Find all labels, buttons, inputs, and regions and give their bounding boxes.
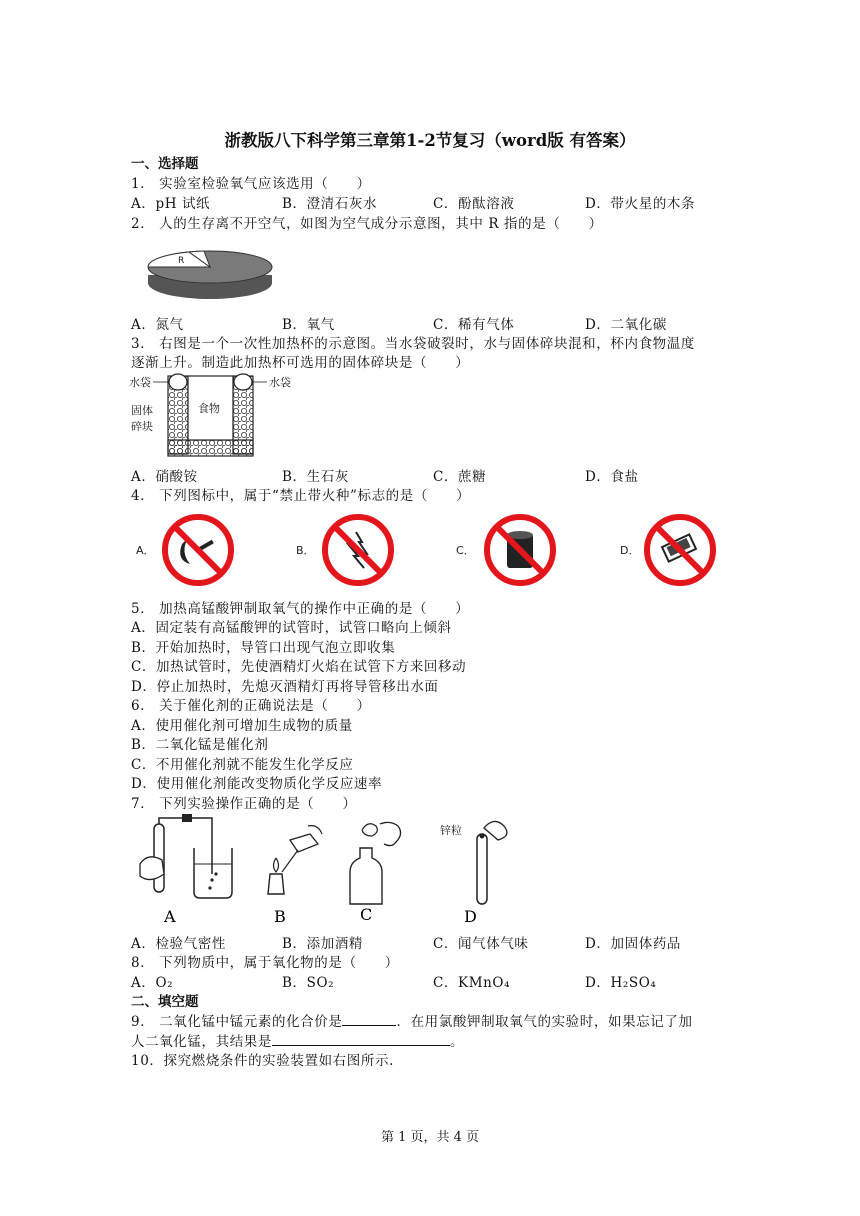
q9-line1 bbox=[131, 1010, 693, 1030]
figure-d-label: 锌粒 bbox=[440, 824, 462, 837]
q6-option-c: C．不用催化剂就不能发生化学反应 bbox=[131, 757, 354, 773]
q1-stem: 1． 实验室检验氧气应该选用（ ） bbox=[131, 176, 371, 192]
figure-letter-b: B bbox=[274, 907, 286, 926]
page-footer: 第 1 页，共 4 页 bbox=[380, 1130, 480, 1145]
q7-option-a: A．检验气密性 bbox=[131, 936, 226, 952]
q7-option-b: B．添加酒精 bbox=[282, 936, 364, 952]
q6-stem: 6． 关于催化剂的正确说法是（ ） bbox=[131, 698, 371, 714]
q5-stem: 5． 加热高锰酸钾制取氧气的操作中正确的是（ ） bbox=[131, 601, 470, 617]
q8-option-b: B．SO₂ bbox=[282, 975, 335, 991]
label-solid: 固体 bbox=[131, 404, 153, 417]
figure-b-add-alcohol-icon bbox=[268, 826, 322, 926]
figure-d-add-solid-icon bbox=[440, 821, 507, 926]
q2-option-c: C．稀有气体 bbox=[433, 317, 515, 333]
label-water-bag-left: 水袋 bbox=[129, 376, 151, 389]
q3-stem-line2: 逐渐上升。制造此加热杯可选用的固体碎块是（ ） bbox=[131, 355, 470, 371]
q5-option-c: C．加热试管时，先使酒精灯火焰在试管下方来回移动 bbox=[131, 659, 467, 675]
label-water-bag-right: 水袋 bbox=[269, 376, 291, 389]
sign-letter-a: A． bbox=[136, 544, 155, 557]
q7-option-d: D．加固体药品 bbox=[585, 936, 682, 952]
figure-letter-a: A bbox=[164, 907, 176, 926]
lab-operations-figure bbox=[132, 814, 532, 926]
q8-option-a: A．O₂ bbox=[131, 975, 174, 991]
figure-letter-d: D bbox=[464, 907, 477, 926]
figure-a-airtightness-icon bbox=[140, 814, 232, 926]
sign-letter-c: C． bbox=[456, 544, 475, 557]
q9-part1: 9． 二氧化锰中锰元素的化合价是 bbox=[131, 1014, 343, 1030]
q9-line2 bbox=[131, 1030, 464, 1050]
figure-letter-c: C bbox=[360, 905, 373, 924]
page-title: 浙教版八下科学第三章第1-2节复习（word版 有答案） bbox=[224, 131, 636, 150]
sign-d-no-matches-icon bbox=[647, 517, 713, 583]
q1-option-a: A．pH 试纸 bbox=[131, 196, 211, 212]
q8-option-d: D．H₂SO₄ bbox=[585, 975, 657, 991]
q6-option-a: A．使用催化剂可增加生成物的质量 bbox=[131, 718, 353, 734]
pie-label-r: R bbox=[178, 256, 185, 266]
section-fill: 二、填空题 bbox=[131, 994, 199, 1010]
q6-option-d: D．使用催化剂能改变物质化学反应速率 bbox=[131, 776, 383, 792]
q9-line2-text: 人二氧化锰，其结果是 bbox=[131, 1034, 272, 1050]
q9-blank-2[interactable] bbox=[272, 1031, 450, 1046]
q3-option-d: D．食盐 bbox=[585, 469, 639, 485]
q5-option-d: D．停止加热时，先熄灭酒精灯再将导管移出水面 bbox=[131, 679, 439, 695]
q9-blank-1[interactable] bbox=[342, 1011, 396, 1026]
sign-letter-b: B． bbox=[296, 544, 315, 557]
q3-option-c: C．蔗糖 bbox=[433, 469, 487, 485]
figure-c-smell-gas-icon bbox=[350, 822, 401, 924]
air-composition-pie-figure bbox=[144, 243, 276, 303]
q3-option-b: B．生石灰 bbox=[282, 469, 349, 485]
sign-b-no-fireworks-icon bbox=[325, 517, 391, 583]
sign-c-no-barrel-icon bbox=[487, 517, 553, 583]
q1-option-b: B．澄清石灰水 bbox=[282, 196, 378, 212]
q2-option-a: A．氮气 bbox=[131, 317, 184, 333]
section-choice: 一、选择题 bbox=[131, 156, 199, 172]
sign-a-no-fire-icon bbox=[165, 517, 231, 583]
q3-option-a: A．硝酸铵 bbox=[131, 469, 198, 485]
q8-stem: 8． 下列物质中，属于氧化物的是（ ） bbox=[131, 955, 399, 971]
q1-option-c: C．酚酞溶液 bbox=[433, 196, 515, 212]
q8-option-c: C．KMnO₄ bbox=[433, 975, 511, 991]
sign-letter-d: D． bbox=[620, 544, 640, 557]
prohibition-signs-figure bbox=[130, 512, 730, 592]
q9-end: 。 bbox=[450, 1034, 465, 1050]
q5-option-b: B．开始加热时，导管口出现气泡立即收集 bbox=[131, 640, 396, 656]
q7-stem: 7． 下列实验操作正确的是（ ） bbox=[131, 796, 357, 812]
q5-option-a: A．固定装有高锰酸钾的试管时，试管口略向上倾斜 bbox=[131, 620, 452, 636]
q1-option-d: D．带火星的木条 bbox=[585, 196, 696, 212]
q7-option-c: C．闻气体气味 bbox=[433, 936, 529, 952]
q2-option-d: D．二氧化碳 bbox=[585, 317, 667, 333]
q2-option-b: B．氧气 bbox=[282, 317, 335, 333]
label-food: 食物 bbox=[198, 402, 220, 415]
q10-stem: 10．探究燃烧条件的实验装置如右图所示. bbox=[131, 1053, 394, 1069]
q4-stem: 4． 下列图标中，属于“禁止带火种”标志的是（ ） bbox=[131, 488, 471, 504]
q3-stem-line1: 3． 右图是一个一次性加热杯的示意图。当水袋破裂时，水与固体碎块混和，杯内食物温度 bbox=[131, 336, 695, 352]
q2-stem: 2． 人的生存离不开空气，如图为空气成分示意图，其中 R 指的是（ ） bbox=[131, 216, 603, 232]
q6-option-b: B．二氧化锰是催化剂 bbox=[131, 737, 269, 753]
q9-part2: ．在用氯酸钾制取氧气的实验时，如果忘记了加 bbox=[396, 1014, 693, 1030]
label-fragments: 碎块 bbox=[131, 420, 153, 433]
heating-cup-figure bbox=[129, 368, 299, 460]
